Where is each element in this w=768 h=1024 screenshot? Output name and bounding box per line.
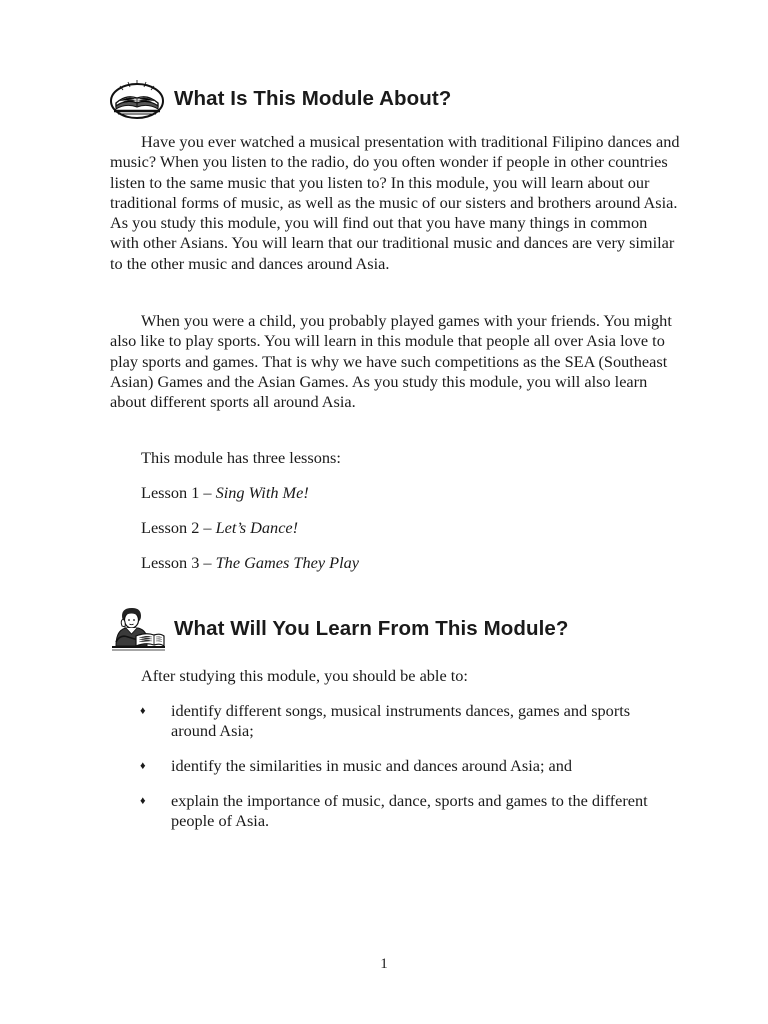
objective-item [140,701,660,741]
diamond-bullet-icon: ♦ [140,795,146,807]
objective-item [140,791,660,831]
objective-text: identify different songs, musical instruments dances, games and sports around Asia; [171,701,631,740]
section-heading-about [108,76,451,122]
page-number: 1 [380,956,388,972]
lesson-title: Sing With Me! [215,483,309,502]
open-book-icon [108,76,166,122]
lesson-prefix: Lesson 3 – [141,553,216,572]
objective-text: identify the similarities in music and dances around Asia; and [171,756,573,775]
lessons-intro: This module has three lessons: [141,448,341,467]
intro-paragraph-2 [110,311,680,412]
lesson-item [141,553,359,573]
lesson-item [141,518,298,538]
objective-text: explain the importance of music, dance, sports and games to the different people of Asia. [171,791,648,830]
lesson-item [141,483,309,503]
paragraph-text: Have you ever watched a musical presentation with traditional Filipino dances and music? When you listen to the radio, do you often wonder if people in other countries listen to the same music that you listen to? In this module, you will learn about our traditional forms of music, as well as the music of our sisters and brothers around Asia. As you study this module, you will find out that you have many things in common with other Asians. You will learn that our traditional music and dances are very similar to the other music and dances around Asia. [110,132,680,273]
lesson-prefix: Lesson 2 – [141,518,216,537]
lesson-title: The Games They Play [215,553,359,572]
heading-title: What Will You Learn From This Module? [174,617,569,640]
diamond-bullet-icon: ♦ [140,760,146,772]
section-heading-learn [108,606,569,652]
intro-paragraph-1 [110,132,680,274]
diamond-bullet-icon: ♦ [140,705,146,717]
lesson-title: Let’s Dance! [215,518,299,537]
heading-title: What Is This Module About? [174,87,452,110]
paragraph-text: When you were a child, you probably played games with your friends. You might also like to play sports. You will learn in this module that people all over Asia love to play sports and games. That is why we have such competitions as the SEA (Southeast Asian) Games and the Asian Games. As you study this module, you will also learn about different sports all around Asia. [110,311,672,412]
objectives-intro: After studying this module, you should be able to: [141,666,468,685]
student-reading-icon [108,606,166,652]
lesson-prefix: Lesson 1 – [141,483,216,502]
objective-item [140,756,660,776]
